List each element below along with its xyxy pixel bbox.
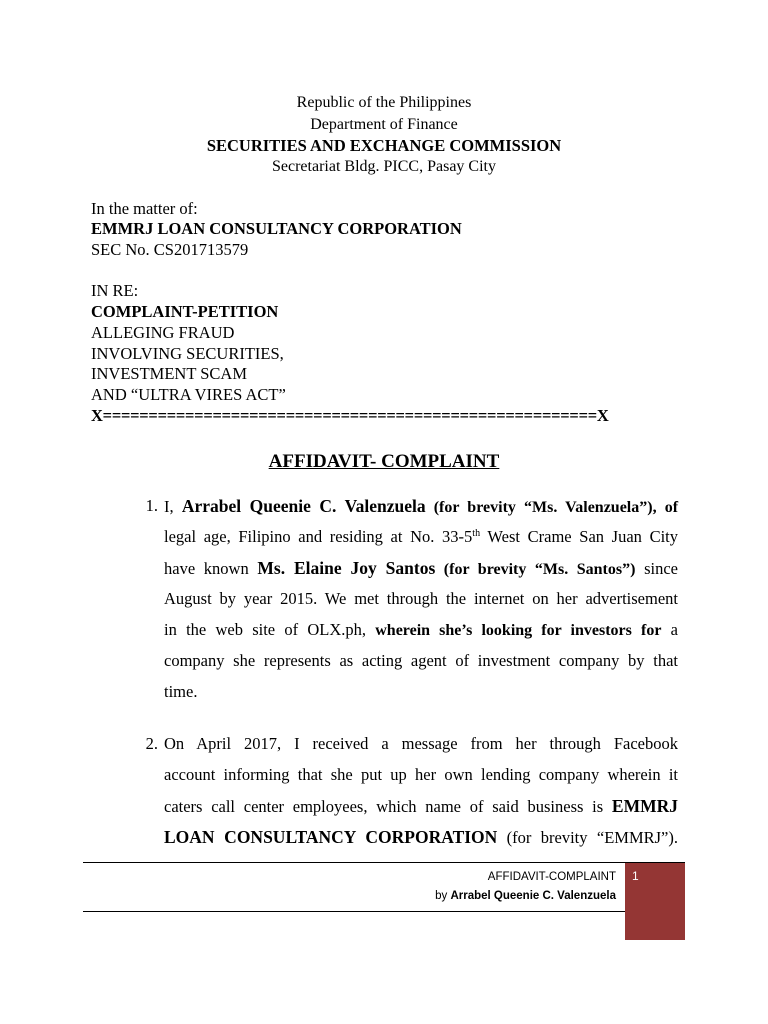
inre-line: INVESTMENT SCAM: [91, 364, 248, 383]
header-department: Department of Finance: [310, 116, 458, 133]
inre-line: INVOLVING SECURITIES,: [91, 344, 284, 363]
document-title: AFFIDAVIT- COMPLAINT: [268, 451, 500, 472]
paragraph-number: 1.: [145, 496, 158, 515]
para1-line4: August by year 2015. We met through the internet on her advertisement: [164, 589, 678, 608]
para1-line7: time.: [164, 682, 198, 701]
page-number: 1: [632, 869, 639, 883]
header-address: Secretariat Bldg. PICC, Pasay City: [272, 158, 496, 175]
para1-line3: have known Ms. Elaine Joy Santos (for brevity “Ms. Santos”) since: [164, 558, 679, 578]
matter-sec-no: SEC No. CS201713579: [91, 240, 249, 259]
para2-line1: On April 2017, I received a message from her through Facebook: [164, 734, 678, 753]
paragraph-number: 2.: [145, 734, 158, 753]
para2-line3: caters call center employees, which name of said business is EMMRJ: [164, 796, 678, 816]
header-republic: Republic of the Philippines: [296, 94, 472, 111]
footer-rule-top: [83, 862, 685, 863]
header-commission: SECURITIES AND EXCHANGE COMMISSION: [206, 136, 562, 155]
caption-separator: X======================================================X: [91, 406, 609, 425]
para1-line2: legal age, Filipino and residing at No. 33-5th West Crame San Juan City: [164, 527, 678, 546]
footer-rule-bottom: [83, 911, 625, 912]
para1-line6: company she represents as acting agent of investment company by that: [164, 651, 678, 670]
inre-title: COMPLAINT-PETITION: [91, 302, 279, 321]
para1-line1: I, Arrabel Queenie C. Valenzuela (for brevity “Ms. Valenzuela”), of: [164, 496, 679, 516]
para2-line4: LOAN CONSULTANCY CORPORATION (for brevity “EMMRJ”).: [164, 827, 679, 847]
footer-author-line: by Arrabel Queenie C. Valenzuela: [435, 890, 616, 902]
inre-line: ALLEGING FRAUD: [91, 323, 235, 342]
footer-title: AFFIDAVIT-COMPLAINT: [487, 871, 616, 883]
para1-line5: in the web site of OLX.ph, wherein she’s looking for investors for a: [164, 620, 678, 639]
footer-author: Arrabel Queenie C. Valenzuela: [450, 890, 616, 902]
para2-line2: account informing that she put up her own lending company wherein it: [164, 765, 678, 784]
inre-label: IN RE:: [91, 281, 139, 300]
inre-line: AND “ULTRA VIRES ACT”: [91, 385, 286, 404]
matter-intro: In the matter of:: [91, 199, 198, 218]
matter-company: EMMRJ LOAN CONSULTANCY CORPORATION: [91, 219, 462, 238]
